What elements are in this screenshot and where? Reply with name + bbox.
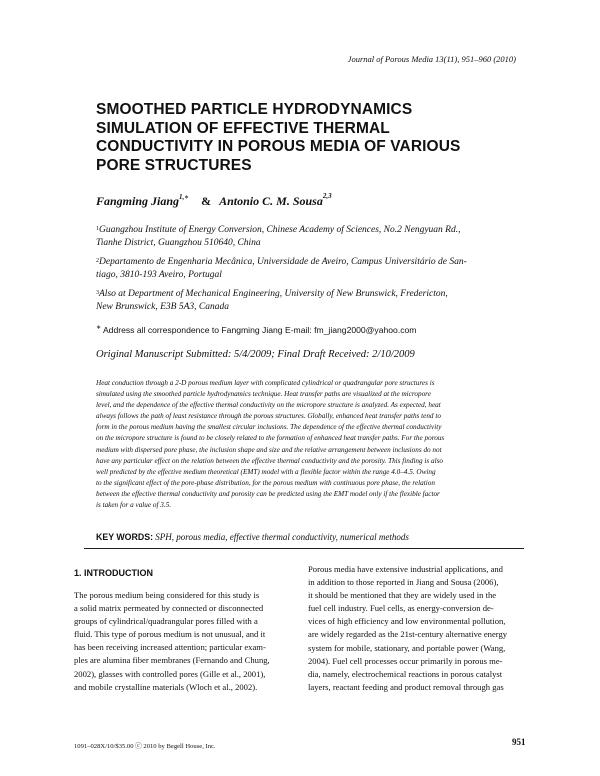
abstract-line: on the micropore structure is found to be closely related to the formation of enhanced heat transfer paths. For the porous [96,434,445,443]
affiliation-line: Tianhe District, Guangzhou 510640, China [96,238,261,248]
affiliation-line: tiago, 3810-193 Aveiro, Portugal [96,270,222,280]
body-line: a solid matrix permeated by connected or disconnected [74,603,264,614]
affiliation-line [96,256,526,269]
abstract-line: well predicted by the effective medium theoretical (EMT) model with a flexible factor within the range 4.0–4.5. Owing [96,467,436,476]
body-line: 2002), glasses with controlled pores (Gille et al., 2001), [74,668,266,679]
affiliation-text: Also at Department of Mechanical Engineering, University of New Brunswick, Fredericton, [99,289,448,299]
keywords-label: KEY WORDS: [96,532,154,542]
abstract-line: medium with dispersed pore phase, the inclusion shape and size and the relative arrangement between inclusions do not [96,445,442,454]
author-list [96,194,332,209]
author-name: Fangming Jiang [96,194,180,208]
abstract-line: Heat conduction through a 2-D porous medium layer with complicated cylindrical or quadrangular pore structures is [96,379,435,387]
correspondence-text: Address all correspondence to Fangming Jiang E-mail: fm_jiang2000@yahoo.com [102,324,417,335]
body-line: fuel cell industry. Fuel cells, as energy-conversion de- [308,603,494,614]
author-name: Antonio C. M. Sousa [219,194,323,208]
keywords [96,532,409,542]
abstract-line: always follows the path of least resistance through the porous structures. Globally, enhanced heat transfer paths tend to [96,412,441,421]
correspondence-superscript: ∗ [96,325,102,331]
affiliation-2 [96,256,526,282]
author-superscript: 2,3 [322,192,332,200]
page-number: 951 [512,737,526,747]
body-line: it should be mentioned that they are widely used in the [308,590,497,601]
abstract-line: simulated using the smoothed particle hydrodynamics technique. Heat transfer paths are visualized at the micropore [96,390,431,399]
body-line: and mobile crystalline materials (Wloch et al., 2002). [74,681,258,692]
body-line: has been receiving increased attention; particular exam- [74,642,266,653]
affiliation-1 [96,224,526,250]
affiliation-line [96,288,526,301]
author-superscript: 1,∗ [179,193,190,201]
body-line: layers, reactant feeding and product removal through gas [308,681,504,692]
paper-title [96,101,526,175]
body-line: 2004). Fuel cell processes occur primarily in porous me- [308,655,503,666]
body-line: in addition to those reported in Jiang and Sousa (2006), [308,577,499,588]
correspondence-note [96,324,416,335]
body-line: ples are alumina fiber membranes (Fernando and Chung, [74,655,270,666]
section-heading: 1. INTRODUCTION [74,568,154,578]
affiliation-3 [96,288,526,314]
manuscript-dates: Original Manuscript Submitted: 5/4/2009; Final Draft Received: 2/10/2009 [96,349,415,360]
title-line: SIMULATION OF EFFECTIVE THERMAL [96,119,390,137]
body-line: fluid. This type of porous medium is not unusual, and it [74,629,266,640]
abstract-line: have any particular effect on the relation between the effective thermal conductivity and the porosity. This finding is also [96,456,443,465]
body-line: dia, namely, electrochemical reactions in porous catalyst [308,668,503,679]
body-line: The porous medium being considered for this study is [74,590,260,600]
affiliation-text: Departamento de Engenharia Mecânica, Universidade de Aveiro, Campus Universitário de San- [99,257,467,267]
author-separator: & [201,194,212,208]
title-line: SMOOTHED PARTICLE HYDRODYNAMICS [96,101,413,118]
title-line: CONDUCTIVITY IN POROUS MEDIA OF VARIOUS [96,138,461,155]
abstract-line: is taken for a value of 3.5. [96,501,172,510]
keywords-text: SPH, porous media, effective thermal conductivity, numerical methods [155,532,409,542]
abstract-line: to the significant effect of the pore-phase distribution, for the porous medium with continuous pore phase, the relation [96,478,435,487]
abstract-line: between the effective thermal conductivity and porosity can be predicted using the EMT model only if the flexible factor [96,489,440,498]
affiliation-line: New Brunswick, E3B 5A3, Canada [96,302,229,312]
section-divider [84,548,524,549]
journal-citation: Journal of Porous Media 13(11), 951–960 (2010) [347,54,516,64]
abstract [96,378,526,511]
affiliation-text: Guangzhou Institute of Energy Conversion, Chinese Academy of Sciences, No.2 Nengyuan Rd., [99,225,461,235]
body-line: groups of cylindrical/quadrangular pores filled with a [74,616,258,627]
body-line: vices of high efficiency and low environmental pollution, [308,616,506,627]
body-column-left [74,589,302,694]
body-column-right [308,563,532,694]
body-line: system for mobile, stationary, and portable power (Wang, [308,642,506,653]
body-line: Porous media have extensive industrial applications, and [308,564,503,574]
affiliation-superscript: 1 [96,226,99,232]
affiliation-line [96,224,526,237]
abstract-line: form in the porous medium having the smallest circular inclusions. The dependence of the effective thermal conductivity [96,423,442,432]
title-line: PORE STRUCTURES [96,156,252,174]
body-line: are widely regarded as the 21st-century alternative energy [308,629,508,640]
affiliation-superscript: 3 [96,290,99,296]
affiliation-superscript: 2 [96,258,99,264]
abstract-line: level, and the dependence of the effective thermal conductivity on the micropore structure is analyzed. As expected, heat [96,401,441,410]
footer-copyright: 1091–028X/10/$35.00 ⓒ 2010 by Begell House, Inc. [74,743,216,750]
